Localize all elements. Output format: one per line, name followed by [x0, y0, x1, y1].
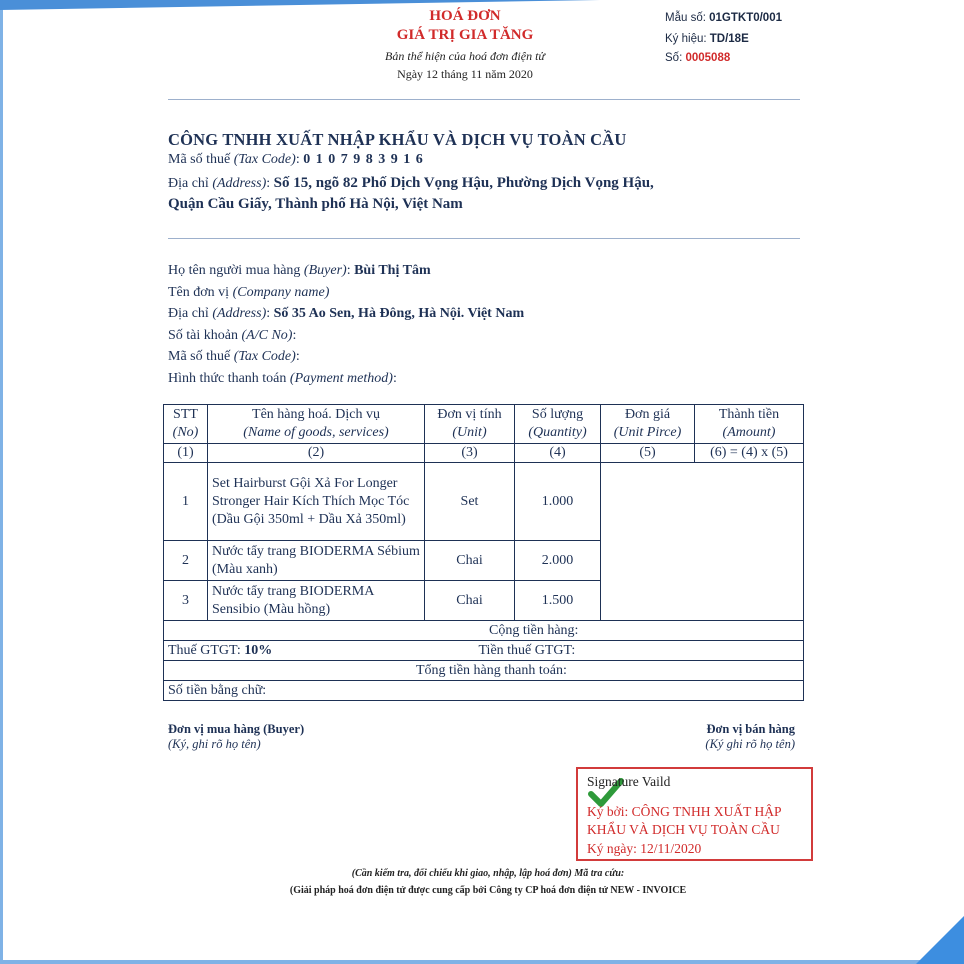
header-unit-price-en: (Unit Pirce)	[613, 425, 682, 440]
row-unit: Set	[425, 463, 515, 541]
header-amount	[695, 405, 804, 444]
seller-tax-value: 0 1 0 7 9 8 3 9 1 6	[303, 152, 424, 167]
row-quantity: 1.000	[515, 463, 601, 541]
table-header-row	[164, 405, 804, 444]
signature-status: Signature Vaild	[587, 774, 671, 789]
buyer-company-label: Tên đơn vị	[168, 285, 230, 300]
corner-decoration-bottom	[916, 916, 964, 964]
seller-signature-note: (Ký ghi rõ họ tên)	[705, 737, 795, 751]
header-unit-en: (Unit)	[452, 425, 487, 440]
seller-address: Địa chỉ (Address): Số 15, ngõ 82 Phố Dịch Vọng Hậu, Phường Dịch Vọng Hậu,	[168, 175, 654, 191]
buyer-name-label: Họ tên người mua hàng	[168, 263, 301, 278]
buyer-account-label: Số tài khoản	[168, 328, 238, 343]
signature-date-value: 12/11/2020	[640, 841, 702, 856]
signed-by-line1: CÔNG TNHH XUẤT HẬP	[631, 804, 782, 819]
form-number	[665, 12, 782, 24]
invoice-number	[665, 52, 730, 64]
buyer-tax-label-en: (Tax Code)	[233, 349, 296, 364]
subtotal-row	[164, 621, 804, 641]
signature-date-label: Ký ngày:	[587, 841, 637, 856]
buyer-signature-block	[168, 722, 304, 752]
col-number: (2)	[208, 444, 425, 463]
footer-provider-note: (Giải pháp hoá đơn điện tử được cung cấp bởi Công ty CP hoá đơn điện tử NEW - INVOICE	[289, 885, 687, 896]
header-unit-price	[601, 405, 695, 444]
seller-tax-label: Mã số thuế	[168, 152, 231, 167]
column-number-row	[164, 444, 804, 463]
header-amount-en: (Amount)	[722, 425, 776, 440]
row-unit: Chai	[425, 541, 515, 581]
buyer-address: Địa chỉ (Address): Số 35 Ao Sen, Hà Đông, Hà Nội. Việt Nam	[168, 306, 525, 321]
seller-signature-block	[660, 722, 795, 752]
subtotal-label: Cộng tiền hàng:	[164, 621, 804, 641]
seller-name: CÔNG TNHH XUẤT NHẬP KHẨU VÀ DỊCH VỤ TOÀN CẦU	[168, 130, 627, 149]
buyer-payment-method: Hình thức thanh toán (Payment method):	[168, 371, 397, 386]
buyer-company	[168, 285, 329, 301]
invoice-title: HOÁ ĐƠN	[429, 8, 501, 24]
footer-lookup-note: (Cần kiểm tra, đối chiếu khi giao, nhập, lập hoá đơn) Mã tra cứu:	[351, 868, 625, 879]
header-no-vi: STT	[173, 407, 198, 422]
buyer-signature-note: (Ký, ghi rõ họ tên)	[168, 737, 261, 751]
seller-tax-label-en: (Tax Code)	[233, 152, 296, 167]
header-no	[164, 405, 208, 444]
col-number: (5)	[601, 444, 695, 463]
signature-date	[587, 841, 701, 857]
vat-row	[164, 641, 804, 661]
row-no: 3	[164, 581, 208, 621]
buyer-account-label-en: (A/C No)	[241, 328, 293, 343]
buyer-company-label-en: (Company name)	[232, 285, 330, 300]
row-unit-price	[601, 463, 695, 621]
header-name	[208, 405, 425, 444]
amount-in-words-row	[164, 681, 804, 701]
buyer-address-label-en: (Address)	[212, 306, 267, 321]
total-label: Tổng tiền hàng thanh toán:	[164, 661, 804, 681]
buyer-payment-label: Hình thức thanh toán	[168, 371, 287, 386]
col-number: (3)	[425, 444, 515, 463]
row-name: Nước tẩy trang BIODERMA Sensibio (Màu hồng)	[208, 581, 425, 621]
vat-rate-label: Thuế GTGT:	[168, 642, 241, 658]
form-number-value: 01GTKT0/001	[709, 12, 782, 24]
header-name-en: (Name of goods, services)	[243, 425, 389, 440]
page-edge-bottom	[0, 960, 964, 964]
invoice-symbol-value: TD/18E	[709, 33, 749, 45]
row-amount	[695, 463, 804, 621]
invoice-symbol-label: Ký hiệu:	[665, 33, 707, 45]
invoice-date: Ngày 12 tháng 11 năm 2020	[397, 67, 533, 81]
header-quantity	[515, 405, 601, 444]
invoice-number-label: Số:	[665, 52, 683, 64]
seller-address-label-en: (Address)	[212, 176, 267, 191]
header-no-en: (No)	[172, 425, 199, 440]
header-unit-vi: Đơn vị tính	[437, 407, 502, 422]
row-name: Set Hairburst Gội Xả For Longer Stronger Hair Kích Thích Mọc Tóc (Dầu Gội 350ml + Dầu Xả 350ml)	[208, 463, 425, 541]
items-table	[163, 404, 804, 701]
buyer-signature-title: Đơn vị mua hàng (Buyer)	[168, 722, 305, 736]
buyer-name: Họ tên người mua hàng (Buyer): Bùi Thị Tâm	[168, 263, 431, 278]
row-no: 1	[164, 463, 208, 541]
table-row	[164, 463, 804, 541]
header-unit-price-vi: Đơn giá	[624, 407, 671, 422]
header-quantity-vi: Số lượng	[531, 407, 584, 422]
buyer-payment-label-en: (Payment method)	[289, 371, 393, 386]
row-name: Nước tẩy trang BIODERMA Sébium (Màu xanh)	[208, 541, 425, 581]
amount-in-words-label: Số tiền bằng chữ:	[164, 681, 804, 701]
form-number-label: Mẫu số:	[665, 12, 706, 24]
buyer-name-value: Bùi Thị Tâm	[354, 263, 431, 278]
signature-signed-by	[587, 804, 782, 820]
row-unit: Chai	[425, 581, 515, 621]
total-row	[164, 661, 804, 681]
invoice-number-value: 0005088	[685, 52, 731, 64]
buyer-tax-code: Mã số thuế (Tax Code):	[168, 349, 300, 364]
vat-amount-label: Tiền thuế GTGT:	[478, 642, 576, 658]
seller-signature-title: Đơn vị bán hàng	[706, 722, 795, 736]
buyer-account: Số tài khoản (A/C No):	[168, 328, 297, 343]
row-quantity: 1.500	[515, 581, 601, 621]
divider	[168, 238, 800, 239]
col-number: (1)	[164, 444, 208, 463]
divider	[168, 99, 800, 100]
signed-by-line2: KHẨU VÀ DỊCH VỤ TOÀN CẦU	[587, 822, 780, 837]
seller-tax-code: Mã số thuế (Tax Code): 0 1 0 7 9 8 3 9 1 6	[168, 152, 424, 167]
signed-by-label: Ký bởi:	[587, 804, 629, 819]
col-number: (4)	[515, 444, 601, 463]
invoice-symbol	[665, 33, 749, 45]
invoice-subtitle-vat: GIÁ TRỊ GIA TĂNG	[396, 27, 534, 43]
seller-address-line1: Số 15, ngõ 82 Phố Dịch Vọng Hậu, Phường Dịch Vọng Hậu,	[273, 175, 654, 191]
row-no: 2	[164, 541, 208, 581]
buyer-address-label: Địa chỉ	[168, 306, 209, 321]
buyer-name-label-en: (Buyer)	[303, 263, 347, 278]
vat-cell	[164, 641, 804, 661]
header-name-vi: Tên hàng hoá. Dịch vụ	[252, 407, 380, 422]
buyer-address-value: Số 35 Ao Sen, Hà Đông, Hà Nội. Việt Nam	[273, 306, 525, 321]
page-edge-left	[0, 0, 3, 964]
col-number: (6) = (4) x (5)	[695, 444, 804, 463]
vat-rate-value: 10%	[244, 642, 273, 658]
row-quantity: 2.000	[515, 541, 601, 581]
invoice-electronic-note: Bản thể hiện của hoá đơn điện tử	[385, 49, 545, 63]
buyer-tax-label: Mã số thuế	[168, 349, 231, 364]
seller-address-label: Địa chỉ	[168, 176, 209, 191]
header-unit	[425, 405, 515, 444]
seller-address-line2: Quận Cầu Giấy, Thành phố Hà Nội, Việt Nam	[168, 196, 463, 212]
header-quantity-en: (Quantity)	[528, 425, 587, 440]
header-amount-vi: Thành tiền	[718, 407, 780, 422]
